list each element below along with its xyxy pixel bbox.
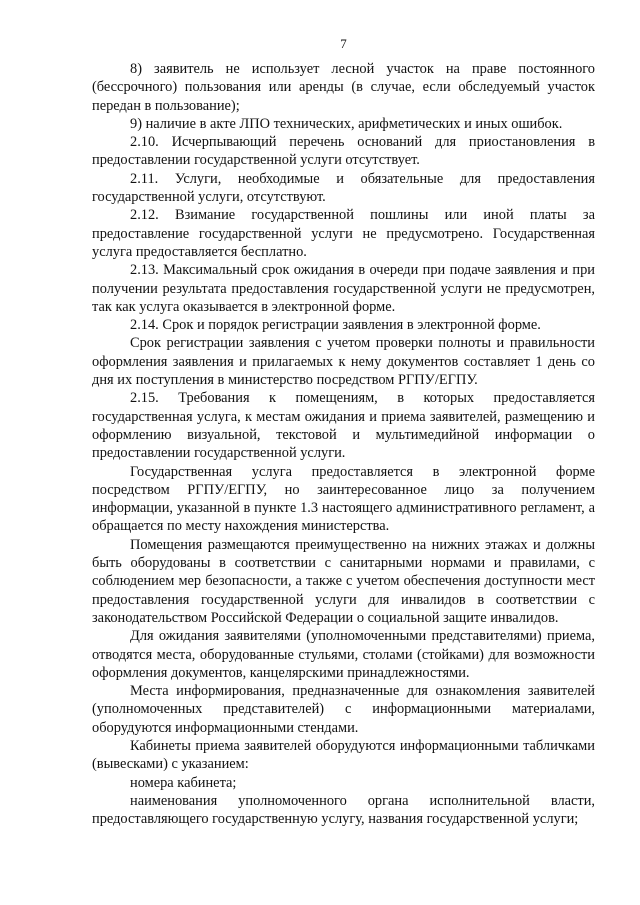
paragraph-electronic-form: Государственная услуга предоставляется в электронной форме посредством РГПУ/ЕГПУ, но заинтересованное лицо за получением информации, указанной в пункте 1.3 настоящего административного регламент, а обращается по месту нахождения министерства. bbox=[92, 463, 595, 535]
page-number: 7 bbox=[340, 36, 347, 51]
paragraph-2-10: 2.10. Исчерпывающий перечень оснований для приостановления в предоставлении государственной услуги отсутствует. bbox=[92, 134, 595, 169]
paragraph-2-15: 2.15. Требования к помещениям, в которых предоставляется государственная услуга, к местам ожидания и приема заявителей, размещению и оформлению визуальной, текстовой и мультимедийной информации о предоставлении государственной услуги. bbox=[92, 390, 595, 462]
paragraph-waiting-places: Для ожидания заявителями (уполномоченными представителями) приема, отводятся места, оборудованные стульями, столами (стойками) для возможности оформления документов, канцелярскими принадлежностями. bbox=[92, 628, 595, 681]
paragraph-authority-name: наименования уполномоченного органа исполнительной власти, предоставляющего государственную услугу, названия государственной услуги; bbox=[92, 792, 595, 828]
paragraph-2-13: 2.13. Максимальный срок ожидания в очереди при подаче заявления и при получении результата предоставления государственной услуги не предусмотрен, так как услуга оказывается в электронной форме. bbox=[92, 262, 595, 315]
paragraph-reception-rooms: Кабинеты приема заявителей оборудуются информационными табличками (вывесками) с указанием: bbox=[92, 737, 595, 773]
paragraph-item-8: 8) заявитель не использует лесной участок на праве постоянного (бессрочного) пользования или аренды (в случае, если обследуемый участок передан в пользование); bbox=[92, 61, 595, 114]
paragraph-premises: Помещения размещаются преимущественно на нижних этажах и должны быть оборудованы в соответствии с санитарными нормами и правилами, с соблюдением мер безопасности, а также с учетом обеспечения доступности мест предоставления государственной услуги для инвалидов в соответствии с законодательством Российской Федерации о социальной защите инвалидов. bbox=[92, 536, 595, 626]
paragraph-registration-term: Срок регистрации заявления с учетом проверки полноты и правильности оформления заявления и прилагаемых к нему документов составляет 1 день со дня их поступления в министерство посредством РГПУ/ЕГПУ. bbox=[92, 335, 595, 389]
paragraph-item-9: 9) наличие в акте ЛПО технических, арифметических и иных ошибок. bbox=[130, 115, 563, 132]
paragraph-2-12: 2.12. Взимание государственной пошлины или иной платы за предоставление государственной услуги не предусмотрено. Государственная услуга предоставляется бесплатно. bbox=[92, 207, 595, 260]
paragraph-2-14: 2.14. Срок и порядок регистрации заявления в электронной форме. bbox=[130, 317, 541, 334]
paragraph-2-11: 2.11. Услуги, необходимые и обязательные для предоставления государственной услуги, отсутствуют. bbox=[92, 170, 595, 206]
paragraph-room-number: номера кабинета; bbox=[130, 774, 237, 791]
paragraph-information-places: Места информирования, предназначенные для ознакомления заявителей (уполномоченных представителей) с информационными материалами, оборудуются информационными стендами. bbox=[92, 683, 595, 736]
